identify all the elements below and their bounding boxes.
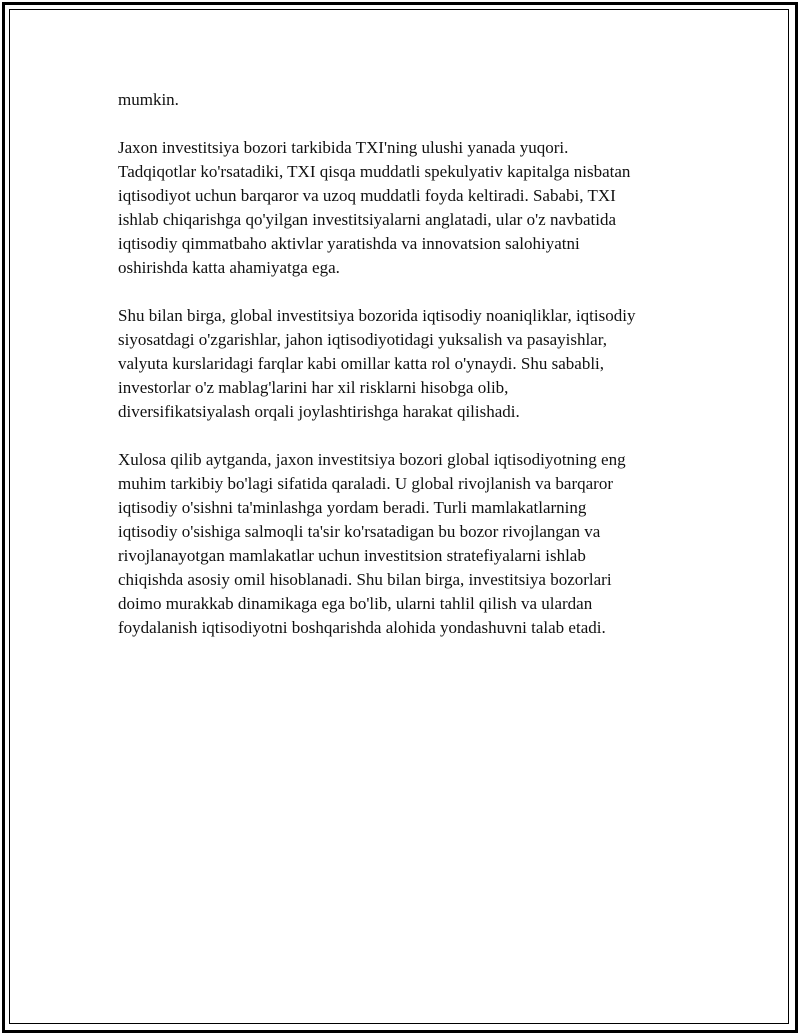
paragraph-txi-share: Jaxon investitsiya bozori tarkibida TXI'ning ulushi yanada yuqori. Tadqiqotlar ko'rsatadiki, TXI qisqa muddatli spekulyativ kapitalga nisbatan iqtisodiyot uchun barqaror va uzoq muddatli foyda keltiradi. Sababi, TXI ishlab chiqarishga qo'yilgan investitsiyalarni anglatadi, ular o'z navbatida iqtisodiy qimmatbaho aktivlar yaratishda va innovatsion salohiyatni oshirishda katta ahamiyatga ega. (118, 138, 631, 277)
paragraph-global-factors: Shu bilan birga, global investitsiya bozorida iqtisodiy noaniqliklar, iqtisodiy siyosatdagi o'zgarishlar, jahon iqtisodiyotidagi yuksalish va pasayishlar, valyuta kurslaridagi farqlar kabi omillar katta rol o'ynaydi. Shu sababli, investorlar o'z mablag'larini har xil risklarni hisobga olib, diversifikatsiyalash orqali joylashtirishga harakat qilishadi. (118, 306, 636, 421)
paragraph-continuation: mumkin. (118, 90, 179, 109)
paragraph-conclusion: Xulosa qilib aytganda, jaxon investitsiya bozori global iqtisodiyotning eng muhim tarkibiy bo'lagi sifatida qaraladi. U global rivojlanish va barqaror iqtisodiy o'sishni ta'minlashga yordam beradi. Turli mamlakatlarning iqtisodiy o'sishiga salmoqli ta'sir ko'rsatadigan bu bozor rivojlangan va rivojlanayotgan mamlakatlar uchun investitsion stratefiyalarni ishlab chiqishda asosiy omil hisoblanadi. Shu bilan birga, investitsiya bozorlari doimo murakkab dinamikaga ega bo'lib, ularni tahlil qilish va ulardan foydalanish iqtisodiyotni boshqarishda alohida yondashuvni talab etadi. (118, 450, 626, 637)
document-body (118, 88, 698, 664)
